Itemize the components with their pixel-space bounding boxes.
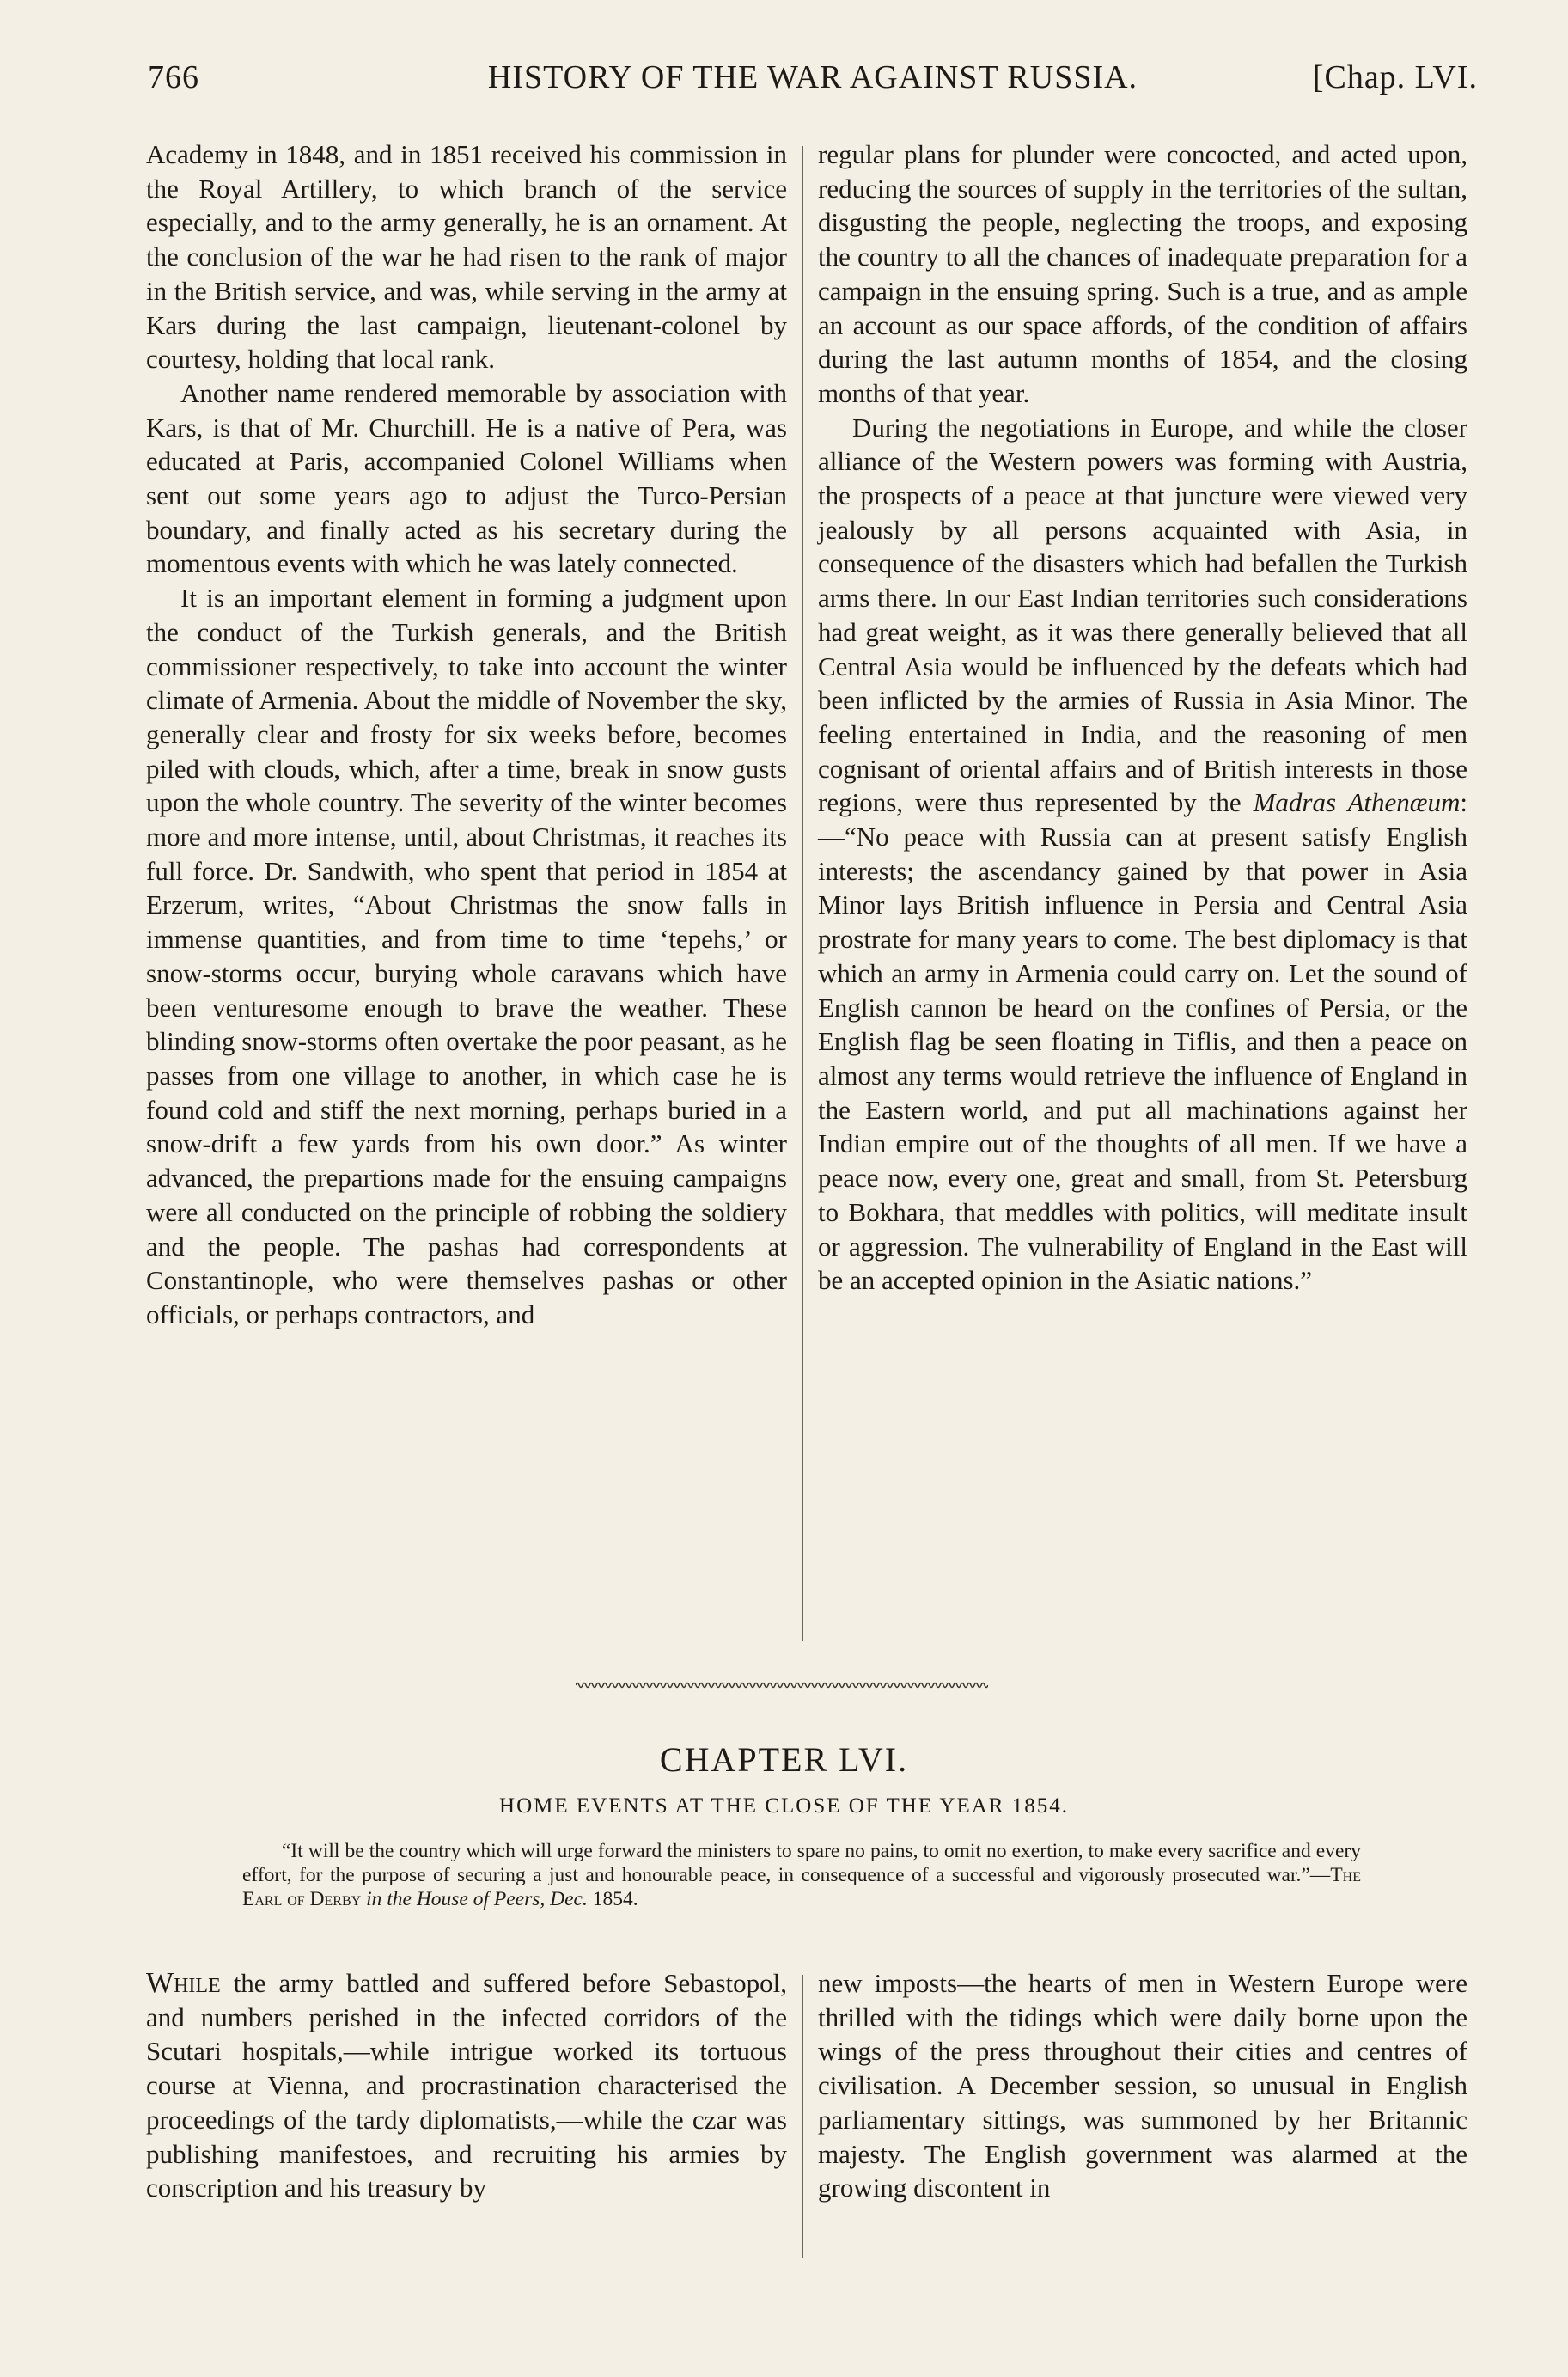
- paragraph: new imposts—the hearts of men in Western Europe were thrilled with the tidings which were daily borne upon the wings of the press throughout their cities and centres of civilisation. A December session, so unusual in English parliamentary sittings, was summoned by her Britannic majesty. The English government was alarmed at the growing discontent in: [818, 1968, 1467, 2203]
- paragraph: Another name rendered memorable by association with Kars, is that of Mr. Churchill. He is a native of Pera, was educated at Paris, accompanied Colonel Williams when sent out some years ago to adjust the Turco-Persian boundary, and finally acted as his secretary during the momentous events with which he was lately connected.: [146, 377, 787, 579]
- column-divider: [802, 1975, 803, 2258]
- paragraph: regular plans for plunder were concocted, and acted upon, reducing the sources of supply in the territories of the sultan, disgusting the people, neglecting the troops, and exposing the country to all the chances of inadequate preparation for a campaign in the ensuing spring. Such is a true, and as ample an account as our space affords, of the condition of affairs during the last autumn months of 1854, and the closing months of that year.: [818, 139, 1467, 408]
- lower-left-column: [146, 1966, 787, 2205]
- epigraph-attribution: The Earl of Derby: [242, 1864, 1361, 1910]
- chapter-title: CHAPTER LVI.: [659, 1740, 909, 1779]
- upper-right-column: [818, 137, 1467, 1298]
- paragraph: Academy in 1848, and in 1851 received his commission in the Royal Artillery, to which branch of the service especially, and to the army generally, he is an ornament. At the conclusion of the war he had risen to the rank of major in the British service, and was, while serving in the army at Kars during the last campaign, lieutenant-colonel by courtesy, holding that local rank.: [146, 139, 787, 375]
- wavy-ornament-divider: [576, 1679, 988, 1691]
- epigraph-quote: “It will be the country which will urge forward the ministers to spare no pains, to omit no exertion, to make every sacrifice and every effort, for the purpose of securing a just and honourable peace, in consequence of a successful and vigorously prosecuted war.”—: [242, 1840, 1361, 1886]
- chapter-subtitle: HOME EVENTS AT THE CLOSE OF THE YEAR 1854.: [499, 1794, 1069, 1818]
- upper-left-column: [146, 137, 787, 1332]
- running-head: [148, 58, 1478, 107]
- paragraph: [146, 1966, 787, 2205]
- column-divider: [802, 146, 803, 1641]
- chapter-reference: [Chap. LVI.: [1312, 59, 1478, 95]
- periodical-title: Madras Athenæum: [1253, 787, 1461, 818]
- epigraph-year: 1854.: [592, 1888, 638, 1910]
- epigraph-place: in the House of Peers, Dec.: [366, 1888, 588, 1910]
- page-number: 766: [148, 59, 199, 95]
- paragraph: It is an important element in forming a judgment upon the conduct of the Turkish generals, and the British commissioner respectively, to take into account the winter climate of Armenia. About the middle of November the sky, generally clear and frosty for six weeks before, becomes piled with clouds, which, after a time, break in snow gusts upon the whole country. The severity of the winter becomes more and more intense, until, about Christmas, it reaches its full force. Dr. Sandwith, who spent that period in 1854 at Erzerum, writes, “About Christmas the snow falls in immense quantities, and from time to time ‘tepehs,’ or snow-storms occur, burying whole caravans which have been venturesome enough to brave the weather. These blinding snow-storms often overtake the poor peasant, as he passes from one village to another, in which case he is found cold and stiff the next morning, perhaps buried in a snow-drift a few yards from his own door.” As winter advanced, the prepartions made for the ensuing campaigns were all conducted on the principle of robbing the soldiery and the people. The pashas had correspondents at Constantinople, who were themselves pashas or other officials, or perhaps contractors, and: [146, 583, 787, 1329]
- chapter-epigraph: [242, 1839, 1361, 1911]
- lower-right-column: [818, 1966, 1467, 2205]
- opening-word: While: [146, 1967, 221, 1999]
- quotation-text: :—“No peace with Russia can at present satisfy English interests; the ascendancy gained by that power in Asia Minor lays British influence in Persia and Central Asia prostrate for many years to come. The best diplomacy is that which an army in Armenia could carry on. Let the sound of English cannon be heard on the confines of Persia, or the English flag be seen floating in Tiflis, and then a peace on almost any terms would retrieve the influence of England in the Eastern world, and put all machinations against her Indian empire out of the thoughts of all men. If we have a peace now, every one, great and small, from St. Petersburg to Bokhara, that meddles with politics, will meditate insult or aggression. The vulnerability of England in the East will be an accepted opinion in the Asiatic nations.”: [818, 787, 1467, 1296]
- paragraph-text: During the negotiations in Europe, and while the closer alliance of the Western powers was forming with Austria, the prospects of a peace at that juncture were viewed very jealously by all persons acquainted with Asia, in consequence of the disasters which had befallen the Turkish arms there. In our East Indian territories such considerations had great weight, as it was there generally believed that all Central Asia would be influenced by the defeats which had been inflicted by the armies of Russia in Asia Minor. The feeling entertained in India, and the reasoning of men cognisant of oriental affairs and of British interests in those regions, were thus represented by the: [818, 412, 1467, 818]
- book-title: HISTORY OF THE WAR AGAINST RUSSIA.: [487, 59, 1138, 95]
- paragraph-text: the army battled and suffered before Sebastopol, and numbers perished in the infected corridors of the Scutari hospitals,—while intrigue worked its tortuous course at Vienna, and procrastination characterised the proceedings of the tardy diplomatists,—while the czar was publishing manifestoes, and recruiting his armies by conscription and his treasury by: [146, 1968, 787, 2203]
- paragraph: [818, 411, 1467, 1298]
